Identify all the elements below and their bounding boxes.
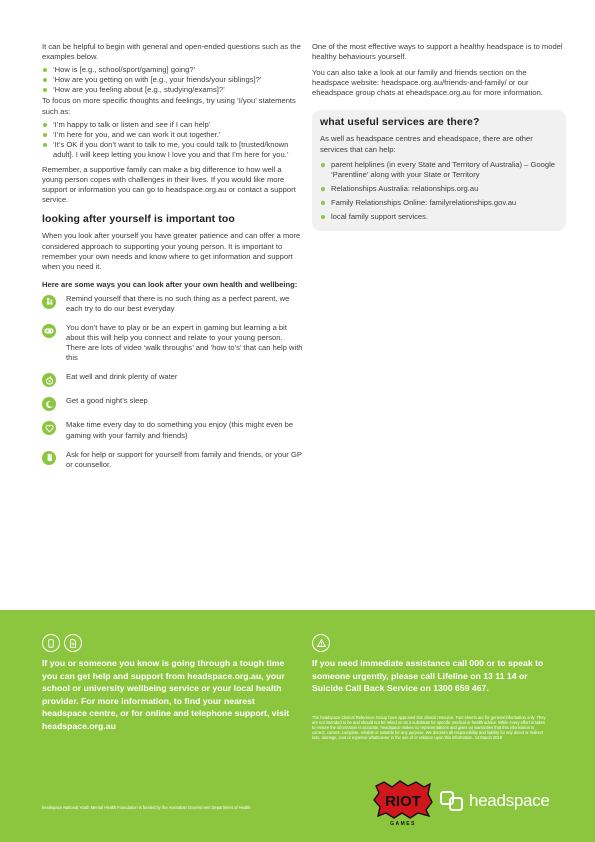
- list-item: Relationships Australia: relationships.org.au: [320, 184, 556, 194]
- parent-icon: [42, 295, 56, 309]
- document-icon: [64, 634, 82, 652]
- riot-logo-text: RIOT: [385, 793, 421, 810]
- services-list: [320, 160, 556, 222]
- phone-icon: [42, 634, 60, 652]
- tip-item: [42, 294, 304, 314]
- services-intro: As well as headspace centres and eheadspace, there are other services that can help:: [320, 134, 533, 154]
- healthy-paragraph: One of the most effective ways to support a healthy headspace is to model healthy behaviours yourself.: [312, 42, 563, 62]
- focus-paragraph: To focus on more specific thoughts and feelings, try using ‘I/you’ statements such as:: [42, 96, 296, 116]
- intro-paragraph: It can be helpful to begin with general and open-ended questions such as the examples below.: [42, 42, 301, 62]
- funding-note: headspace National Youth Mental Health Foundation is funded by the Australian Government Department of Health: [42, 805, 251, 810]
- tip-text: Remind yourself that there is no such thing as a perfect parent, we each try to do our best everyday: [66, 293, 290, 313]
- riot-logo-sub: GAMES: [390, 821, 416, 827]
- services-box: [312, 110, 566, 231]
- self-care-paragraph: When you look after yourself you have greater patience and can offer a more considered approach to supporting your young person. It is important to remember your own needs and know where to get information and support when you need it.: [42, 231, 301, 271]
- footer-icons: [42, 634, 290, 652]
- footer-banner: [0, 610, 595, 842]
- tip-text: You don’t have to play or be an expert in gaming but learning a bit about this will help you connect and relate to your young person. There are lots of video ‘walk throughs’ and ‘how to’s’ that can help with this: [66, 323, 303, 363]
- list-item: parent helplines (in every State and Territory of Australia) – Google ‘Parentline’ along with your State or Territory: [320, 160, 556, 180]
- list-item: ‘It’s OK if you don’t want to talk to me, you could talk to [trusted/known adult]. I will keep letting you know I love you and that I’m here for you.’: [42, 140, 304, 160]
- footer-right: [312, 634, 552, 740]
- tip-text: Get a good night’s sleep: [66, 396, 148, 406]
- remember-paragraph: Remember, a supportive family can make a big difference to how well a young person copes with challenges in their lives. If you would like more support or information you can go to headspace.org.au or contact a support service.: [42, 165, 296, 205]
- headspace-wordmark: headspace: [469, 791, 550, 810]
- disclaimer-text: The headspace Clinical Reference Group have approved this clinical resource. Fact sheets are for general information only. They are not intended to be and should not be relied on as a substitute for specific medical or health advice. While every effort is taken to ensure the information is accurate, headspace makes no representations and gives no warranties that this information is correct, current, complete, reliable or suitable for any purpose. We disclaim all responsibility and liability for any direct or indirect loss, damage, cost or expense whatsoever in the use of or reliance upon this information. 14 March 2019: [312, 714, 546, 741]
- support-message: If you or someone you know is going through a tough time you can get help and support from headspace.org.au, your school or university wellbeing service or your local health provider. For more information, to find your nearest headspace centre, or for online and telephone support, visit headspace.org.au: [42, 658, 290, 731]
- list-item: local family support services.: [320, 212, 556, 222]
- list-item: ‘I’m here for you, and we can work it out together.’: [42, 130, 304, 140]
- list-item: ‘How are you feeling about [e.g., studying/exams]?’: [42, 85, 304, 95]
- hand-icon: [42, 451, 56, 465]
- tip-text: Ask for help or support for yourself from family and friends, or your GP or counsellor.: [66, 449, 302, 469]
- list-item: ‘How is [e.g., school/sport/gaming] going?’: [42, 65, 304, 75]
- headspace-logo: [440, 790, 549, 812]
- self-care-heading: looking after yourself is important too: [42, 213, 235, 226]
- list-item: Family Relationships Online: familyrelationships.gov.au: [320, 198, 556, 208]
- tip-item: [42, 372, 304, 387]
- food-icon: [42, 373, 56, 387]
- right-column: [312, 42, 564, 231]
- list-item: ‘I’m happy to talk or listen and see if I can help’: [42, 120, 304, 130]
- footer-alert-icons: [312, 634, 552, 652]
- tip-item: [42, 450, 304, 470]
- ways-heading: Here are some ways you can look after your own health and wellbeing:: [42, 279, 298, 289]
- headspace-logo-icon: [440, 790, 466, 812]
- tip-text: Make time every day to do something you enjoy (this might even be gaming with your family and friends): [66, 420, 294, 440]
- tip-item: [42, 323, 304, 363]
- heart-icon: [42, 421, 56, 435]
- riot-games-logo: [372, 780, 434, 828]
- footer-left: [42, 634, 290, 733]
- warning-icon: [312, 634, 330, 652]
- tip-item: [42, 420, 304, 440]
- tip-item: [42, 396, 304, 411]
- tip-text: Eat well and drink plenty of water: [66, 372, 178, 382]
- tips-list: [42, 294, 304, 470]
- sleep-icon: [42, 397, 56, 411]
- example-questions-list: [42, 65, 304, 95]
- website-paragraph: You can also take a look at our family and friends section on the headspace website: headspace.org.au/friends-and-family/ or our eheadspace group chats at eheadspace.org.au for more information.: [312, 68, 543, 98]
- left-column: [42, 42, 304, 479]
- game-controller-icon: [42, 324, 56, 338]
- services-heading: what useful services are there?: [320, 116, 480, 129]
- statements-list: [42, 120, 304, 160]
- urgent-message: If you need immediate assistance call 000 or to speak to someone urgently, please call Lifeline on 13 11 14 or Suicide Call Back Service on 1300 659 467.: [312, 658, 544, 694]
- list-item: ‘How are you getting on with [e.g., your friends/your siblings]?’: [42, 75, 304, 85]
